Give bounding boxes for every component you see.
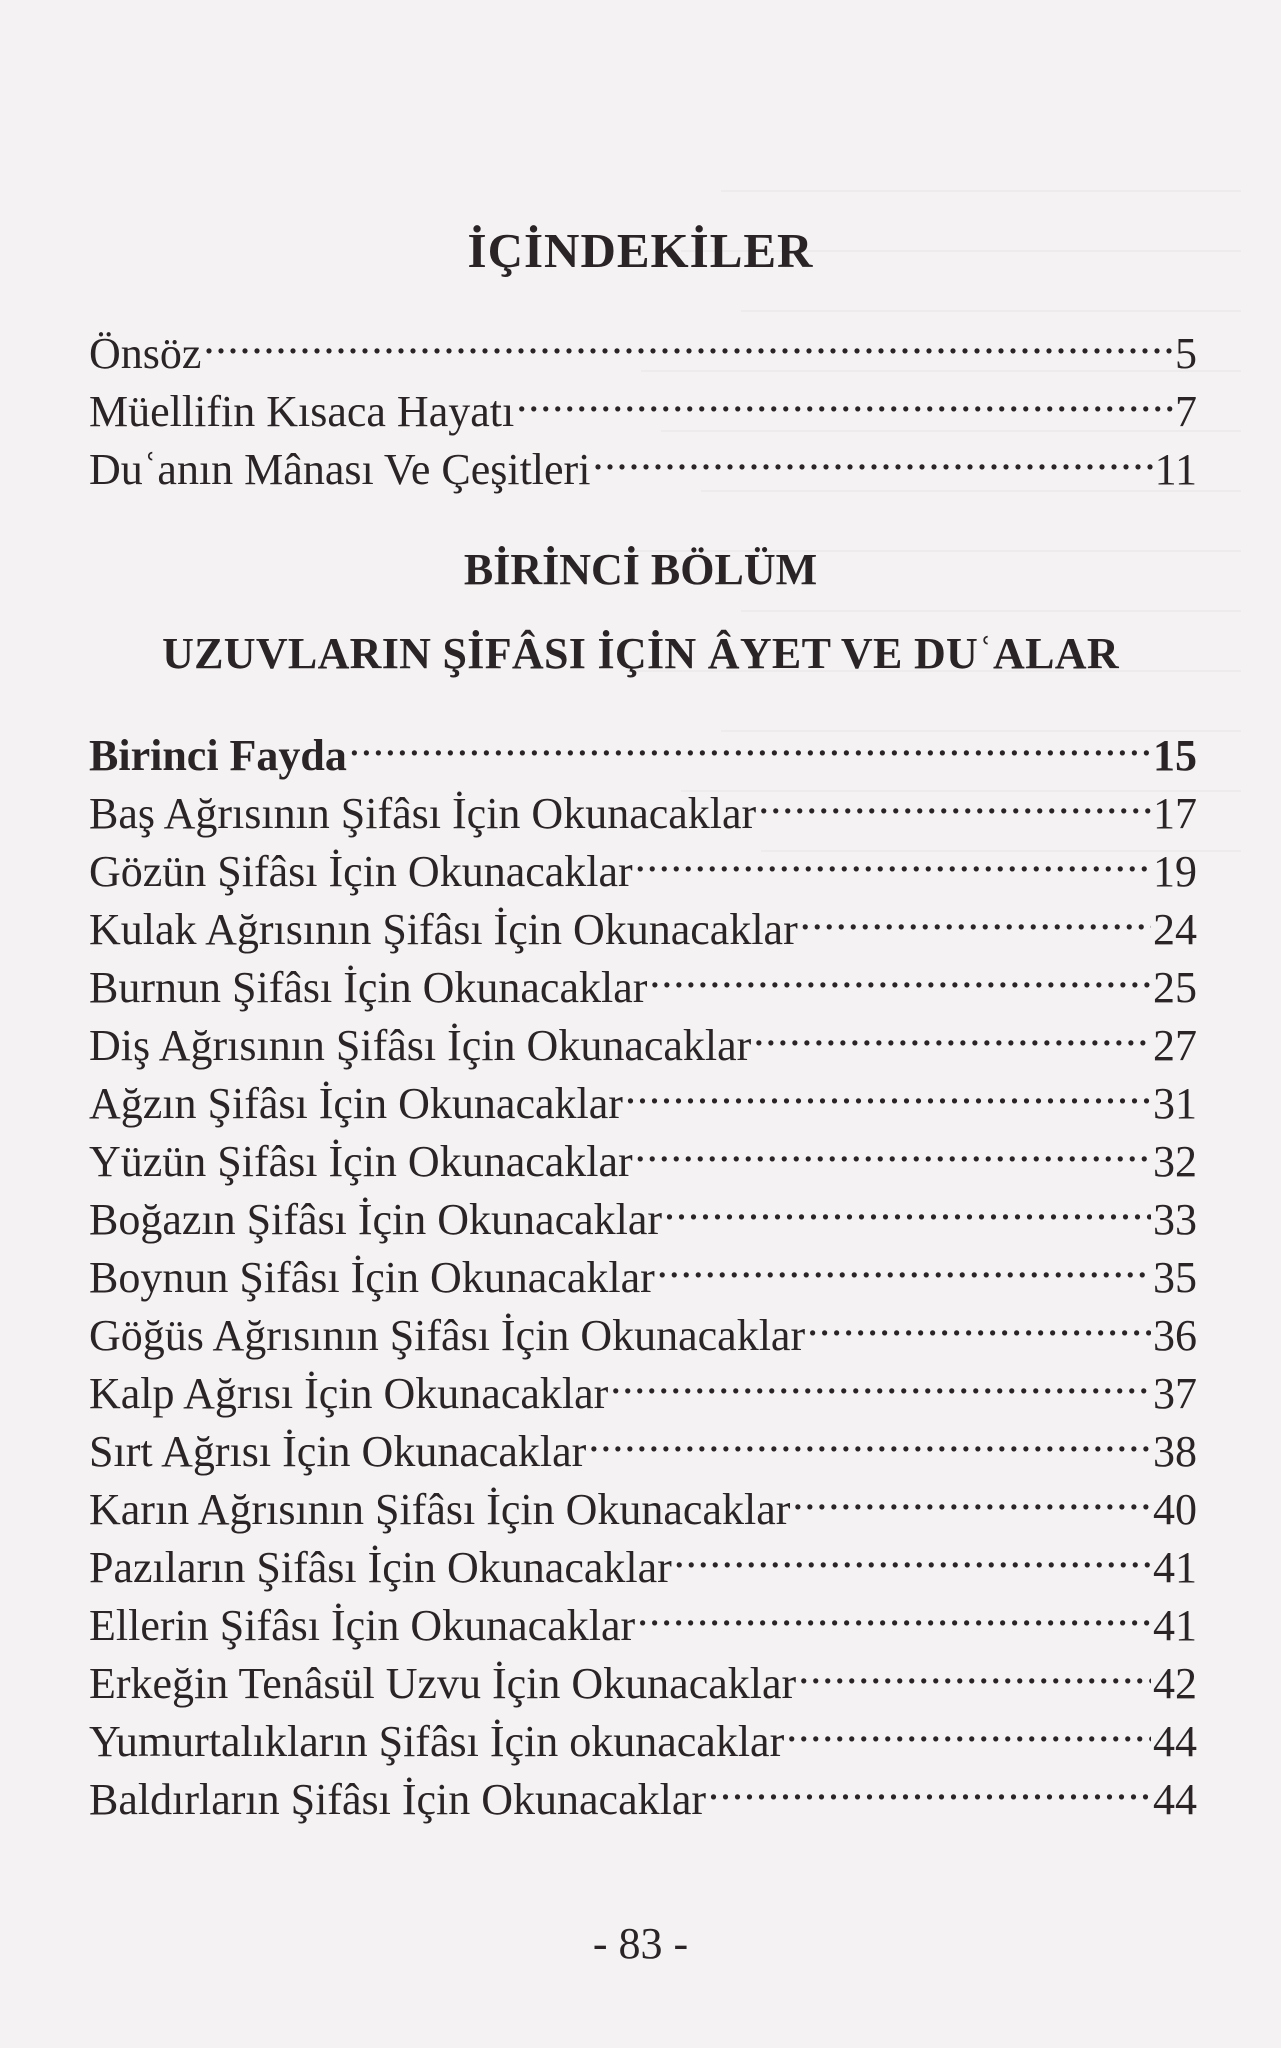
toc-entry-title: Kulak Ağrısının Şifâsı İçin Okunacaklar — [89, 905, 798, 954]
page-title: İÇİNDEKİLER — [467, 223, 814, 278]
toc-entry-title: Ellerin Şifâsı İçin Okunacaklar — [89, 1601, 636, 1650]
toc-entry-page: 44 — [1153, 1717, 1197, 1766]
toc-entry-page: 44 — [1153, 1775, 1197, 1824]
toc-entry-title: Ağzın Şifâsı İçin Okunacaklar — [89, 1079, 623, 1128]
toc-dot-leader — [753, 1002, 1151, 1060]
section-part-heading: BİRİNCİ BÖLÜM — [463, 545, 818, 594]
toc-entry-page: 41 — [1153, 1543, 1197, 1592]
toc-entry — [89, 712, 1197, 780]
toc-entry-title: Birinci Fayda — [89, 731, 347, 780]
toc-dot-leader — [588, 1408, 1151, 1466]
toc-dot-leader — [664, 1176, 1151, 1234]
toc-entry-title: Karın Ağrısının Şifâsı İçin Okunacaklar — [89, 1485, 791, 1534]
toc-entry-page: 25 — [1153, 963, 1197, 1012]
toc-entry-title: Baş Ağrısının Şifâsı İçin Okunacaklar — [89, 789, 757, 838]
toc-entry-title: Diş Ağrısının Şifâsı İçin Okunacaklar — [89, 1021, 752, 1070]
toc-dot-leader — [798, 1640, 1151, 1698]
toc-dot-leader — [674, 1524, 1151, 1582]
toc-dot-leader — [592, 426, 1152, 484]
toc-entry — [89, 368, 1197, 436]
toc-entry-title: Baldırların Şifâsı İçin Okunacaklar — [89, 1775, 707, 1824]
toc-entry-title: Boynun Şifâsı İçin Okunacaklar — [89, 1253, 655, 1302]
toc-entry-page: 33 — [1153, 1195, 1197, 1244]
toc-dot-leader — [800, 886, 1151, 944]
toc-entry-page: 40 — [1153, 1485, 1197, 1534]
toc-entry-title: Yumurtalıkların Şifâsı İçin okunacaklar — [89, 1717, 785, 1766]
toc-entry-title: Kalp Ağrısı İçin Okunacaklar — [89, 1369, 609, 1418]
toc-section-list — [89, 712, 1197, 1824]
page-number: - 83 - — [592, 1919, 689, 1968]
toc-dot-leader — [758, 770, 1151, 828]
toc-entry-title: Yüzün Şifâsı İçin Okunacaklar — [89, 1137, 633, 1186]
toc-entry-page: 35 — [1153, 1253, 1197, 1302]
section-subheading: UZUVLARIN ŞİFÂSI İÇİN ÂYET VE DUʿALAR — [162, 629, 1119, 678]
toc-entry-title: Sırt Ağrısı İçin Okunacaklar — [89, 1427, 587, 1476]
toc-entry-page: 15 — [1153, 731, 1197, 780]
toc-entry-page: 5 — [1175, 329, 1197, 378]
toc-entry-page: 37 — [1153, 1369, 1197, 1418]
toc-entry-title: Burnun Şifâsı İçin Okunacaklar — [89, 963, 648, 1012]
toc-dot-leader — [708, 1756, 1151, 1814]
toc-entry-title: Önsöz — [89, 329, 202, 378]
toc-dot-leader — [635, 828, 1151, 886]
toc-dot-leader — [625, 1060, 1151, 1118]
toc-entry-title: Göğüs Ağrısının Şifâsı İçin Okunacaklar — [89, 1311, 806, 1360]
toc-entry-page: 7 — [1175, 387, 1197, 436]
toc-intro-list — [89, 310, 1197, 494]
toc-dot-leader — [203, 310, 1173, 368]
toc-entry-page: 36 — [1153, 1311, 1197, 1360]
toc-entry-page: 41 — [1153, 1601, 1197, 1650]
toc-entry-title: Müellifin Kısaca Hayatı — [89, 387, 515, 436]
toc-dot-leader — [786, 1698, 1151, 1756]
toc-dot-leader — [349, 712, 1151, 770]
toc-entry-page: 42 — [1153, 1659, 1197, 1708]
toc-dot-leader — [649, 944, 1151, 1002]
toc-entry-title: Boğazın Şifâsı İçin Okunacaklar — [89, 1195, 663, 1244]
toc-entry-page: 17 — [1153, 789, 1197, 838]
toc-dot-leader — [635, 1118, 1151, 1176]
toc-dot-leader — [792, 1466, 1151, 1524]
toc-dot-leader — [807, 1292, 1151, 1350]
toc-entry-page: 32 — [1153, 1137, 1197, 1186]
toc-entry-title: Duʿanın Mânası Ve Çeşitleri — [89, 445, 591, 494]
toc-dot-leader — [610, 1350, 1151, 1408]
toc-entry-page: 38 — [1153, 1427, 1197, 1476]
toc-dot-leader — [637, 1582, 1151, 1640]
toc-dot-leader — [516, 368, 1173, 426]
toc-entry-title: Pazıların Şifâsı İçin Okunacaklar — [89, 1543, 672, 1592]
toc-entry-page: 11 — [1154, 445, 1197, 494]
toc-entry — [89, 310, 1197, 378]
toc-entry-page: 24 — [1153, 905, 1197, 954]
toc-entry-page: 27 — [1153, 1021, 1197, 1070]
toc-dot-leader — [657, 1234, 1151, 1292]
toc-entry-title: Gözün Şifâsı İçin Okunacaklar — [89, 847, 633, 896]
toc-entry-page: 19 — [1153, 847, 1197, 896]
toc-entry-title: Erkeğin Tenâsül Uzvu İçin Okunacaklar — [89, 1659, 797, 1708]
toc-entry-page: 31 — [1153, 1079, 1197, 1128]
